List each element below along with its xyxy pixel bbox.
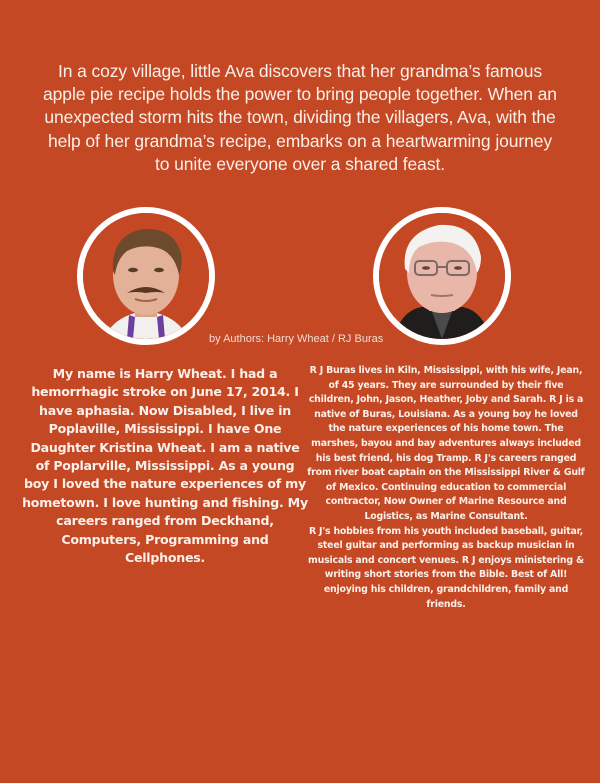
book-synopsis: In a cozy village, little Ava discovers that her grandma’s famous apple pie recipe holds the power to bring people together. When an unexpected storm hits the town, dividing the villagers, Ava, with the help of her grandma’s recipe, embarks on a heartwarming journey to unite everyone over a shared feast. (43, 61, 557, 174)
bio-paragraph: R J's hobbies from his youth included baseball, guitar, steel guitar and performing as backup musician in musicals and concert venues. R J enjoys ministering & writing short stories from the Bible. Best of All! enjoying his children, grandchildren, family and friends. (308, 525, 584, 610)
portrait-illustration-harry (83, 213, 209, 339)
portrait-illustration-rj (379, 213, 505, 339)
bio-paragraph: R J Buras lives in Kiln, Mississippi, with his wife, Jean, of 45 years. They are surrounded by their five children, John, Jason, Heather, Joby and Sarah. R J is a native of Buras, Louisiana. As a young boy he loved the nature experiences of his home town. The marshes, bayou and bay adventures always included his best friend, his dog Tramp. R J's careers ranged from river boat captain on the Mississippi River & Gulf of Mexico. Continuing education to commercial contractor, Now Owner of Marine Resource and Logistics, as Marine Consultant. (307, 365, 585, 522)
author-bio-rj-buras (306, 364, 586, 612)
bio-paragraph: My name is Harry Wheat. I had a hemorrhagic stroke on June 17, 2014. I have aphasia. Now Disabled, I live in Poplaville, Mississippi. I have One Daughter Kristina Wheat. I am a native of Poplarville, Mississippi. As a young boy I loved the nature experiences of my hometown. I love hunting and fishing. My careers ranged from Deckhand, Computers, Programming and Cellphones. (22, 366, 308, 566)
author-photo-rj-buras (373, 207, 511, 345)
author-photo-harry-wheat (77, 207, 215, 345)
author-bio-harry-wheat (22, 365, 308, 567)
authors-byline: by Authors: Harry Wheat / RJ Buras (209, 333, 384, 345)
